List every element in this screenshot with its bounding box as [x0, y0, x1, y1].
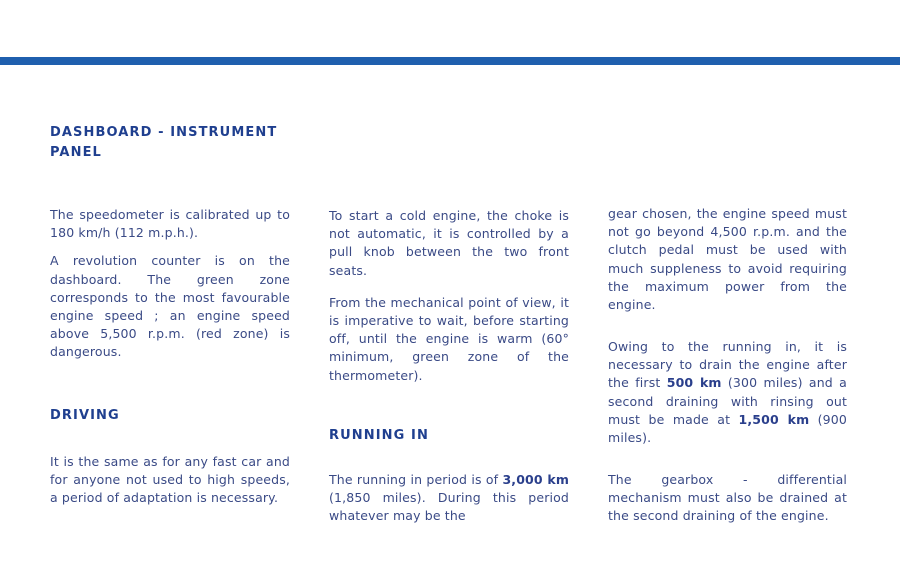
paragraph-gear-chosen: gear chosen, the engine speed must not go beyond 4,500 r.p.m. and the clutch pedal must be used with much suppleness to avoid requiring the maximum power from the engine.: [608, 206, 847, 313]
column-1-bottom: [50, 453, 290, 508]
top-blue-rule: [0, 57, 900, 65]
paragraph-warm-up: From the mechanical point of view, it is imperative to wait, before starting off, until the engine is warm (60° minimum, green zone of the thermometer).: [329, 294, 569, 383]
paragraph-revolution-counter: A revolution counter is on the dashboard. The green zone corresponds to the most favourable engine speed ; an engine speed above 5,500 r.p.m. (red zone) is dangerous.: [50, 253, 290, 360]
column-3-middle: [608, 338, 847, 447]
column-1-top: [50, 206, 290, 362]
paragraph-choke: To start a cold engine, the choke is not automatic, it is controlled by a pull knob between the two front seats.: [329, 208, 569, 278]
column-2-bottom: [329, 471, 569, 526]
draining-text-a: Owing to the running in, it is necessary to drain the engine after the first: [608, 339, 847, 391]
running-in-text-a: The running in period is of: [329, 472, 503, 487]
running-in-text-b: (1,850 miles). During this period whatever may be the: [329, 490, 569, 524]
heading-running-in: RUNNING IN: [329, 428, 429, 443]
paragraph-gearbox: The gearbox - differential mechanism must also be drained at the second draining of the engine.: [608, 472, 847, 524]
column-2-top: [329, 207, 569, 385]
draining-text-b: (300 miles) and a second draining with rinsing out must be made at: [608, 375, 847, 427]
heading-driving: DRIVING: [50, 408, 120, 423]
paragraph-driving: It is the same as for any fast car and for anyone not used to high speeds, a period of adaptation is necessary.: [50, 454, 290, 506]
paragraph-speedometer: The speedometer is calibrated up to 180 km/h (112 m.p.h.).: [50, 207, 290, 241]
heading-dashboard: DASHBOARD - INSTRUMENT PANEL: [50, 125, 278, 160]
draining-first-distance: 500 km: [666, 375, 722, 391]
paragraph-running-in-period: [329, 471, 569, 526]
column-3-top: [608, 205, 847, 314]
draining-text-c: (900 miles).: [608, 411, 847, 446]
column-3-bottom: [608, 471, 847, 526]
running-in-distance: 3,000 km: [502, 472, 569, 487]
paragraph-draining: [608, 338, 847, 447]
draining-second-distance: 1,500 km: [738, 411, 810, 427]
